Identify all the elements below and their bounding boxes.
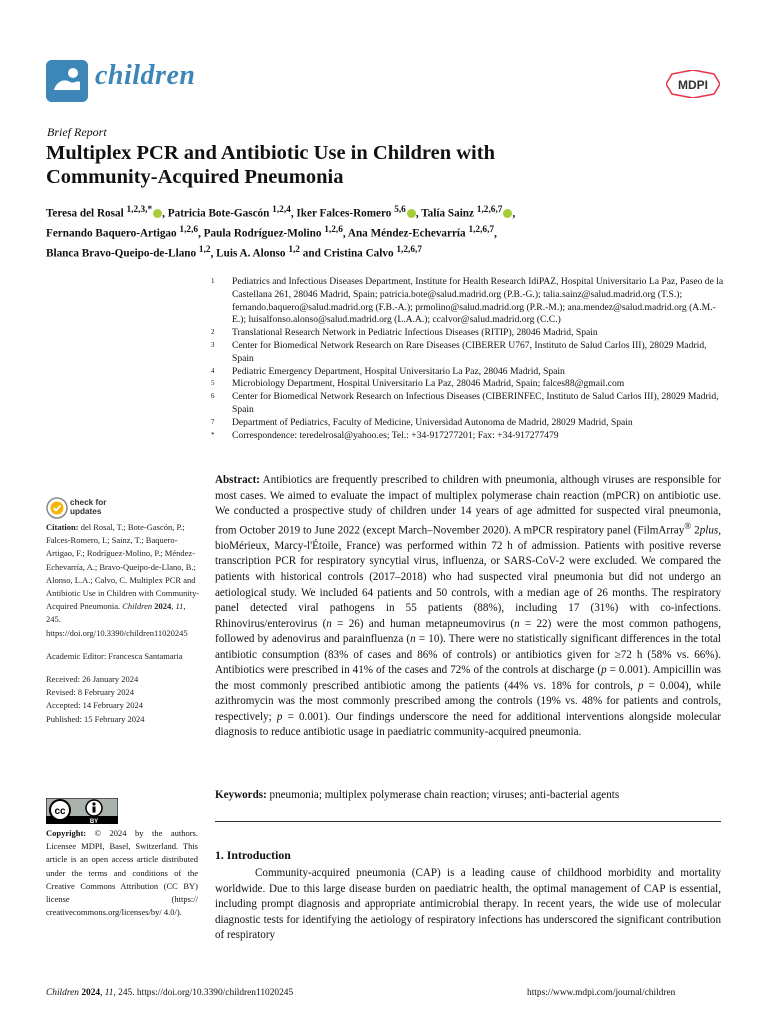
- orcid-icon[interactable]: [503, 209, 512, 218]
- affiliation-item: [211, 417, 726, 430]
- mdpi-logo-text: MDPI: [678, 78, 708, 92]
- footer-volume: , 11: [100, 988, 114, 998]
- article-sidebar: [46, 521, 200, 726]
- introduction-paragraph: Community-acquired pneumonia (CAP) is a leading cause of childhood morbidity and mortality worldwide. Due to this large disease burden on paediatric health, the optimal management of CAP is essential, including prompt diagnosis and appropriate antimicrobial therapy. In recent years, the wide use of molecular diagnostic tests for identifying the aetiology of respiratory infections has underscored the significant contribution of respiratory: [215, 867, 721, 942]
- abstract-text: = 22) were the most common pathogens, followed by adenovirus and parainfluenza (: [215, 617, 722, 646]
- affiliation-item: [211, 391, 726, 417]
- abstract-italic: n: [326, 617, 332, 630]
- registered-mark: ®: [684, 521, 692, 532]
- author-affil: 1,2,3,: [126, 205, 148, 215]
- author-name[interactable]: , Iker Falces-Romero: [290, 207, 395, 220]
- author-name[interactable]: and Cristina Calvo: [299, 248, 397, 261]
- author-name[interactable]: , Paula Rodríguez-Molino: [198, 227, 325, 240]
- affiliation-text: Center for Biomedical Network Research on Infectious Diseases (CIBERINFEC, Instituto de Salud Carlos III), 28029 Madrid, Spain: [232, 391, 719, 415]
- affiliation-number: 3: [211, 340, 215, 349]
- affiliation-number: 2: [211, 328, 215, 337]
- author-affil: 1,2: [198, 245, 211, 256]
- published-date: Published: 15 February 2024: [46, 713, 145, 724]
- affiliation-number: 5: [211, 379, 215, 388]
- affiliation-text: Department of Pediatrics, Faculty of Medicine, Universidad Autonoma de Madrid, 28029 Madrid, Spain: [232, 416, 633, 428]
- keywords-text: pneumonia; multiplex polymerase chain reaction; viruses; anti-bacterial agents: [266, 789, 620, 801]
- section-divider: [215, 821, 721, 822]
- academic-editor: Academic Editor: Francesca Santamaria: [46, 650, 183, 661]
- corresponding-mark: *: [147, 205, 153, 215]
- author-name[interactable]: Teresa del Rosal: [46, 207, 127, 220]
- author-affil: 1,2,6,7: [468, 225, 495, 236]
- author-affil: 1,2,4: [272, 205, 291, 215]
- abstract-italic: n: [410, 633, 416, 646]
- authors-line-1: Teresa del Rosal $^{1,2,3,*}$ , Patricia Bote-Gascón $^{1,2,4}$, Iker Falces-Romero $^{5,6}$ , Talía Sainz $^{1,2,6,7}$ ,: [46, 205, 516, 220]
- author-affil: 1,2,6,7: [476, 205, 503, 215]
- footer-citation: [46, 988, 293, 998]
- abstract-text: = 26) and human metapneumovirus (: [331, 617, 515, 630]
- footer-journal-url[interactable]: https://www.mdpi.com/journal/children: [527, 988, 676, 998]
- affiliation-number: 1: [211, 277, 215, 285]
- article-type: Brief Report: [47, 125, 107, 139]
- keywords: [215, 788, 721, 803]
- author-affil: 5,6: [394, 205, 406, 215]
- check-for-updates-icon[interactable]: [46, 497, 68, 519]
- footer-year: 2024: [79, 988, 101, 998]
- check-for-updates-label[interactable]: [70, 498, 106, 516]
- author-name[interactable]: , Talía Sainz: [415, 207, 477, 220]
- affiliation-text: Pediatrics and Infectious Diseases Department, Institute for Health Research IdiPAZ, Hospital Universitario La Paz, Paseo de la Castellana 261, 28046 Madrid, Spain; patricia.bote@salud.madrid.org (P.B.-G.); talia.sainz@salud.madrid.org (T.S.); fernando.baquero@salud.madrid.org (F.B.-A.); prmolino@salud.madrid.org (P.R.-M.); ana.mendez@salud.madrid.org (A.M.-E.); luisalfonso.alonso@salud.madrid.org (L.A.A.); ccalvor@salud.madrid.org (C.C.): [232, 276, 724, 326]
- abstract-text: = 10). There were no statistically significant differences in the total antibiotic consumption (83% of cases and 86% of controls) or antibiotics given for ≥72 h (58% vs. 66%). Antibiotics were prescribed in 41% of the cases and 72% of the controls at discharge (: [215, 633, 721, 677]
- abstract-italic: p: [601, 664, 607, 677]
- received-date: Received: 26 January 2024: [46, 674, 139, 685]
- author-affil: 1,2,6: [324, 225, 343, 236]
- author-affil: 1,2,6: [179, 225, 199, 236]
- author-name[interactable]: , Ana Méndez-Echevarría: [342, 227, 469, 240]
- affiliation-text: Translational Research Network in Pediatric Infectious Diseases (RITIP), 28046 Madrid, Spain: [232, 327, 598, 339]
- footer-doi[interactable]: , 245. https://doi.org/10.3390/children11020245: [113, 988, 294, 998]
- citation-doi[interactable]: , 245. https://doi.org/10.3390/children11020245: [46, 601, 188, 638]
- abstract: [215, 473, 721, 741]
- affiliation-number: 6: [211, 392, 215, 401]
- authors-line-2: Fernando Baquero-Artigao $^{1,2,6}$, Paula Rodríguez-Molino $^{1,2,6}$, Ana Méndez-Echevarría $^{1,2,6,7}$,: [46, 225, 497, 240]
- correspondence-text: Correspondence: teredelrosal@yahoo.es; Tel.: +34-917277201; Fax: +34-917277479: [232, 429, 559, 441]
- citation-year: 2024: [152, 601, 172, 612]
- affiliation-number: 7: [211, 417, 215, 426]
- abstract-text: = 0.004), while azithromycin was the most commonly prescribed among the controls (19% vs. 48% for patients and controls, respectively;: [215, 679, 721, 723]
- affiliation-text: Center for Biomedical Network Research on Rare Diseases (CIBERER U767, Instituto de Salud Carlos III), 28029 Madrid, Spain: [232, 339, 707, 364]
- abstract-label: Abstract:: [215, 474, 260, 486]
- cc-by-text: BY: [89, 819, 99, 824]
- author-name[interactable]: Fernando Baquero-Artigao: [46, 227, 180, 240]
- svg-text:cc: cc: [54, 806, 66, 817]
- abstract-italic: plus: [699, 524, 719, 537]
- affiliation-item: [211, 340, 726, 366]
- author-name[interactable]: Blanca Bravo-Queipo-de-Llano: [46, 248, 199, 261]
- cc-by-license-icon[interactable]: [46, 798, 118, 824]
- affiliation-item: [211, 276, 726, 327]
- authors-line-3: [46, 242, 686, 262]
- abstract-italic: p: [276, 710, 283, 723]
- abstract-text: = 0.001). Our findings underscore the need for additional interventions alongside molecular diagnosis to reduce antibiotic usage in paediatric community-acquired pneumonia.: [215, 710, 722, 739]
- affiliation-number: *: [211, 430, 215, 439]
- article-title: [46, 141, 666, 189]
- title-line-2: Community-Acquired Pneumonia: [46, 166, 344, 188]
- footer-journal: Children: [46, 988, 79, 998]
- check-label-line-2: updates: [70, 507, 102, 516]
- section-heading: 1. Introduction: [215, 848, 291, 862]
- affiliation-text: Pediatric Emergency Department, Hospital Universitario La Paz, 28046 Madrid, Spain: [232, 365, 565, 377]
- citation: [46, 521, 200, 640]
- check-label-line-1: check for: [70, 498, 107, 507]
- abstract-text: = 0.001). Ampicillin was the most commonly prescribed antibiotic among the patients (44% vs. 18% for controls,: [215, 664, 721, 692]
- author-affil: 1,2: [288, 245, 300, 256]
- correspondence-item: [211, 430, 726, 443]
- keywords-label: Keywords:: [215, 789, 267, 801]
- orcid-icon[interactable]: [407, 209, 416, 218]
- citation-volume: , 11: [171, 601, 184, 612]
- author-name[interactable]: , Patricia Bote-Gascón: [162, 207, 273, 220]
- author-list: [46, 202, 686, 263]
- orcid-icon[interactable]: [153, 209, 162, 218]
- citation-text: del Rosal, T.; Bote-Gascón, P.; Falces-Romero, I.; Sainz, T.; Baquero-Artigao, F.; Rodríguez-Molino, P.; Méndez-Echevarría, A.; Bravo-Queipo-de-Llano, B.; Alonso, L.A.; Calvo, C. Multiplex PCR and Antibiotic Use in Children with Community-Acquired Pneumonia.: [46, 522, 200, 612]
- affiliation-text: Microbiology Department, Hospital Universitario La Paz, 28046 Madrid, Spain; falces88@gmail.com: [232, 378, 625, 390]
- copyright-text: © 2024 by the authors. Licensee MDPI, Basel, Switzerland. This article is an open access article distributed under the terms and conditions of the Creative Commons Attribution (CC BY) license (https:// creativecommons.org/licenses/by/ 4.0/).: [46, 828, 198, 918]
- affiliation-number: 4: [211, 366, 215, 375]
- journal-logo-icon: [46, 60, 88, 102]
- abstract-text: Antibiotics are frequently prescribed to children with pneumonia, although viruses are responsible for most cases. We aimed to evaluate the impact of multiplex polymerase chain reaction (mPCR) on antibiotic use. We conducted a prospective study of children under 14 years of age admitted for suspected viral pneumonia, from October 2019 to June 2022 (except March–November 2020). A mPCR respiratory panel (FilmArray: [215, 474, 721, 537]
- abstract-text: 2: [691, 524, 700, 537]
- affiliation-item: [211, 327, 726, 340]
- abstract-italic: n: [514, 617, 520, 630]
- affiliation-item: [211, 366, 726, 379]
- accepted-date: Accepted: 14 February 2024: [46, 700, 144, 711]
- abstract-italic: p: [637, 679, 644, 692]
- revised-date: Revised: 8 February 2024: [46, 687, 135, 698]
- title-line-1: Multiplex PCR and Antibiotic Use in Children with: [46, 142, 495, 164]
- mdpi-logo[interactable]: [666, 70, 720, 96]
- affiliations: [211, 276, 726, 442]
- affiliation-item: [211, 378, 726, 391]
- abstract-text: , bioMérieux, Marcy-l'Étoile, France) was performed within 72 h of admission. Patients with positive reverse transcription PCR for respiratory syncytial virus, influenza, or SARS-CoV-2 were excluded. We compared the patients with historical controls (2017–2018) who had suspected viral pneumonia but did not undergo an aetiological study. We included 64 patients and 50 controls, with a median age of 26 months. The respiratory panel detected viral pathogens in 55 patients (88%), including 17 (31%) with co-infections. Rhinovirus/enterovirus (: [215, 524, 721, 630]
- copyright-notice: [46, 827, 198, 919]
- journal-name: children: [95, 60, 196, 91]
- author-name[interactable]: , Luis A. Alonso: [210, 248, 289, 261]
- copyright-label: Copyright:: [46, 828, 87, 838]
- author-affil: 1,2,6,7: [396, 245, 422, 256]
- citation-journal: Children: [122, 601, 153, 612]
- citation-label: Citation:: [46, 522, 79, 532]
